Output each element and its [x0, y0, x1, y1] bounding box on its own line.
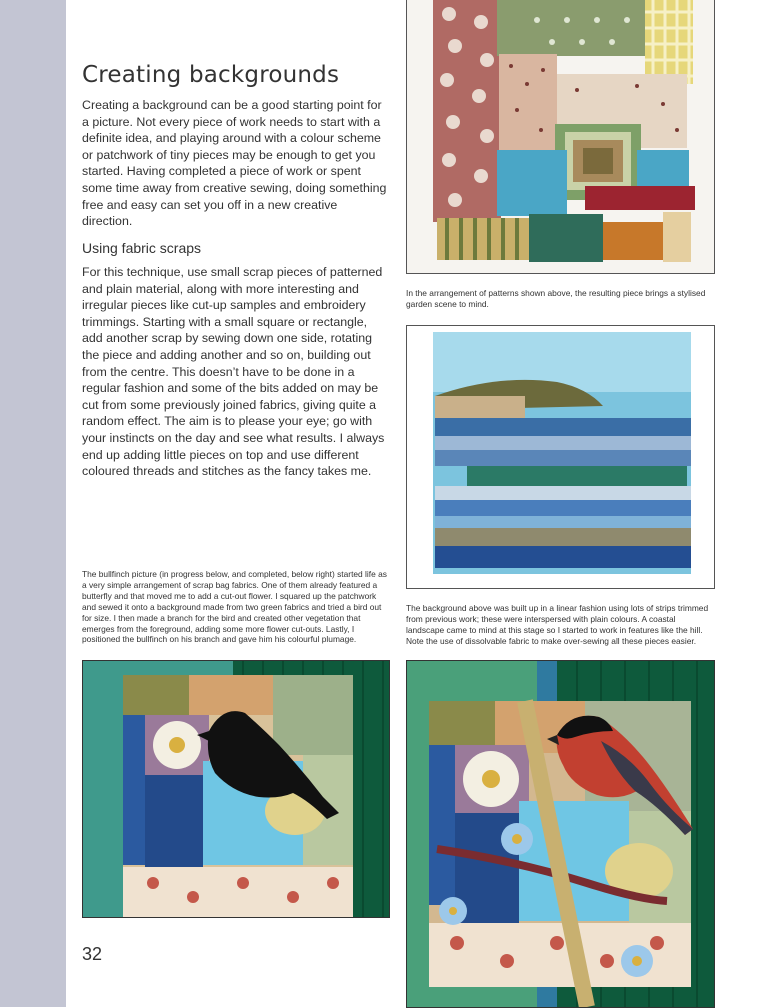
- bullfinch-finished-photo: [406, 660, 715, 1008]
- bullfinch-in-progress-photo: [82, 660, 390, 918]
- page-title: Creating backgrounds: [82, 62, 340, 88]
- intro-paragraph: Creating a background can be a good starting point for a picture. Not every piece of work needs to start with a definite idea, and playing around with a colour scheme or patchwork of tiny pieces may be enough to get you started. Having completed a piece of work or spent some time away from creative sewing, doing something free and easy can set you off in a new creative direction.: [82, 98, 387, 229]
- section-heading: Using fabric scraps: [82, 240, 202, 256]
- bullfinch-caption: The bullfinch picture (in progress below, and completed, below right) started life as a very simple arrangement of scrap bag fabrics. One of them already featured a butterfly and that moved me to add a cut-out flower. I squared up the patchwork and sewed it onto a background made from two green fabrics and tried a bird out for size. I then made a branch for the bird and created other vegetation that emerges from the foreground, adding some more flower cut-outs. Lastly, I positioned the bullfinch on his branch and gave him his colourful plumage.: [82, 569, 387, 645]
- garden-caption: In the arrangement of patterns shown above, the resulting piece brings a stylised garden scene to mind.: [406, 288, 706, 309]
- garden-patchwork-photo: [406, 0, 715, 274]
- technique-paragraph: For this technique, use small scrap pieces of patterned and plain material, along with more interesting and irregular pieces like cut-up samples and embroidery trimmings. Starting with a small square or rectangle, add another scrap by sewing down one side, rotating the piece and adding another and so on, building out from the centre. This doesn’t have to be done in a regular fashion and some of the bits added on may be cut from some previously joined fabrics, giving quite a random effect. The aim is to please your eye; go with your instincts on the day and see what results. I always end up adding little pieces on top and use different coloured threads and stitches as the fancy takes me.: [82, 265, 385, 479]
- side-band: [0, 0, 66, 1007]
- page-number: 32: [82, 944, 103, 964]
- coastal-landscape-photo: [406, 325, 715, 589]
- coastal-caption: The background above was built up in a linear fashion using lots of strips trimmed from previous work; these were interspersed with plain colours. A coastal landscape came to mind at this stage so I started to work in features like the hill. Note the use of dissolvable fabric to make over-sewing all these pieces easier.: [406, 603, 709, 646]
